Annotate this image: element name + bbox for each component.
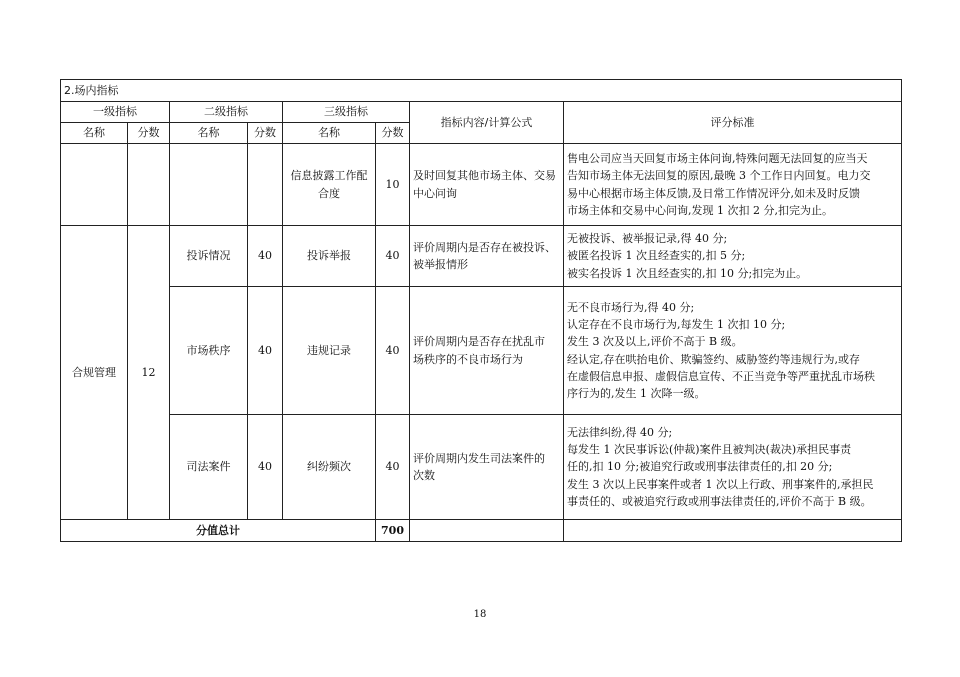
row0-l2-name	[170, 144, 248, 226]
row1-l2-name: 投诉情况	[170, 226, 248, 287]
row2-content	[410, 287, 564, 415]
row3-content-line: 评价周期内发生司法案件的	[413, 451, 545, 465]
header-l2-name: 名称	[170, 123, 248, 144]
indicator-table	[60, 79, 902, 542]
header-l3-score: 分数	[376, 123, 410, 144]
row0-content	[410, 144, 564, 226]
row0-criteria-line: 告知市场主体无法回复的原因,最晚 3 个工作日内回复。电力交	[567, 169, 871, 183]
row3-criteria-line: 发生 3 次以上民事案件或者 1 次以上行政、刑事案件的,承担民	[567, 477, 874, 491]
row0-l3-name-line: 合度	[318, 186, 340, 200]
row2-criteria-line: 序行为的,发生 1 次降一级。	[567, 386, 706, 400]
row1-l2-score: 40	[248, 226, 283, 287]
row1-criteria-line: 无被投诉、被举报记录,得 40 分;	[567, 232, 728, 246]
row0-criteria	[564, 144, 902, 226]
header-l1-score: 分数	[128, 123, 170, 144]
row2-content-line: 评价周期内是否存在扰乱市	[413, 335, 545, 349]
row0-l3-name	[283, 144, 376, 226]
row0-l3-score: 10	[376, 144, 410, 226]
header-l3-name: 名称	[283, 123, 376, 144]
row2-l2-score: 40	[248, 287, 283, 415]
row2-criteria-line: 经认定,存在哄抬电价、欺骗签约、威胁签约等违规行为,或存	[567, 352, 860, 366]
header-level1: 一级指标	[61, 102, 170, 123]
row0-content-line: 及时回复其他市场主体、交易	[413, 169, 556, 183]
row1-l3-score: 40	[376, 226, 410, 287]
row0-l1-name	[61, 144, 128, 226]
row3-l2-score: 40	[248, 415, 283, 520]
row2-criteria-line: 发生 3 次及以上,评价不高于 B 级。	[567, 335, 743, 349]
total-label: 分值总计	[61, 520, 376, 542]
table-row	[61, 226, 902, 287]
row0-criteria-line: 售电公司应当天回复市场主体问询,特殊问题无法回复的应当天	[567, 152, 868, 166]
row1-content-line: 评价周期内是否存在被投诉、	[413, 240, 556, 254]
group-l1-score: 12	[128, 226, 170, 520]
row3-content	[410, 415, 564, 520]
section-title-row	[61, 80, 902, 102]
row2-criteria	[564, 287, 902, 415]
row3-criteria-line: 无法律纠纷,得 40 分;	[567, 426, 673, 440]
row2-criteria-line: 在虚假信息申报、虚假信息宣传、不正当竞争等严重扰乱市场秩	[567, 369, 875, 383]
row3-criteria-line: 事责任的、或被追究行政或刑事法律责任的,评价不高于 B 级。	[567, 494, 872, 508]
row2-l3-name: 违规记录	[283, 287, 376, 415]
row3-criteria	[564, 415, 902, 520]
header-level3: 三级指标	[283, 102, 410, 123]
row1-content-line: 被举报情形	[413, 258, 468, 271]
total-value: 700	[376, 520, 410, 542]
header-criteria: 评分标准	[564, 102, 902, 144]
group-l1-name: 合规管理	[61, 226, 128, 520]
row2-criteria-line: 无不良市场行为,得 40 分;	[567, 301, 695, 315]
row0-l2-score	[248, 144, 283, 226]
table-row	[61, 415, 902, 520]
page-number: 18	[473, 609, 487, 620]
row1-l3-name: 投诉举报	[283, 226, 376, 287]
row0-l1-score	[128, 144, 170, 226]
table-row	[61, 144, 902, 226]
header-row-1	[61, 102, 902, 123]
header-l1-name: 名称	[61, 123, 128, 144]
row1-criteria-line: 被实名投诉 1 次且经查实的,扣 10 分;扣完为止。	[567, 266, 808, 280]
row1-content	[410, 226, 564, 287]
row3-criteria-line: 每发生 1 次民事诉讼(仲裁)案件且被判决(裁决)承担民事责	[567, 443, 852, 457]
row0-criteria-line: 市场主体和交易中心问询,发现 1 次扣 2 分,扣完为止。	[567, 203, 833, 217]
total-criteria-empty	[564, 520, 902, 542]
row2-content-line: 场秩序的不良市场行为	[413, 352, 523, 366]
header-level2: 二级指标	[170, 102, 283, 123]
header-content: 指标内容/计算公式	[410, 102, 564, 144]
row1-criteria	[564, 226, 902, 287]
total-content-empty	[410, 520, 564, 542]
row2-l2-name: 市场秩序	[170, 287, 248, 415]
row3-criteria-line: 任的,扣 10 分;被追究行政或刑事法律责任的,扣 20 分;	[567, 460, 833, 474]
header-l2-score: 分数	[248, 123, 283, 144]
row2-criteria-line: 认定存在不良市场行为,每发生 1 次扣 10 分;	[567, 318, 786, 332]
row0-l3-name-line: 信息披露工作配	[290, 169, 368, 183]
row3-l3-name: 纠纷频次	[283, 415, 376, 520]
row0-criteria-line: 易中心根据市场主体反馈,及日常工作情况评分,如未及时反馈	[567, 186, 860, 200]
row2-l3-score: 40	[376, 287, 410, 415]
row3-l2-name: 司法案件	[170, 415, 248, 520]
row0-content-line: 中心问询	[413, 186, 457, 200]
section-title: 2.场内指标	[61, 80, 902, 102]
row1-criteria-line: 被匿名投诉 1 次且经查实的,扣 5 分;	[567, 249, 746, 263]
table-row	[61, 287, 902, 415]
total-row	[61, 520, 902, 542]
row3-content-line: 次数	[413, 469, 435, 482]
row3-l3-score: 40	[376, 415, 410, 520]
